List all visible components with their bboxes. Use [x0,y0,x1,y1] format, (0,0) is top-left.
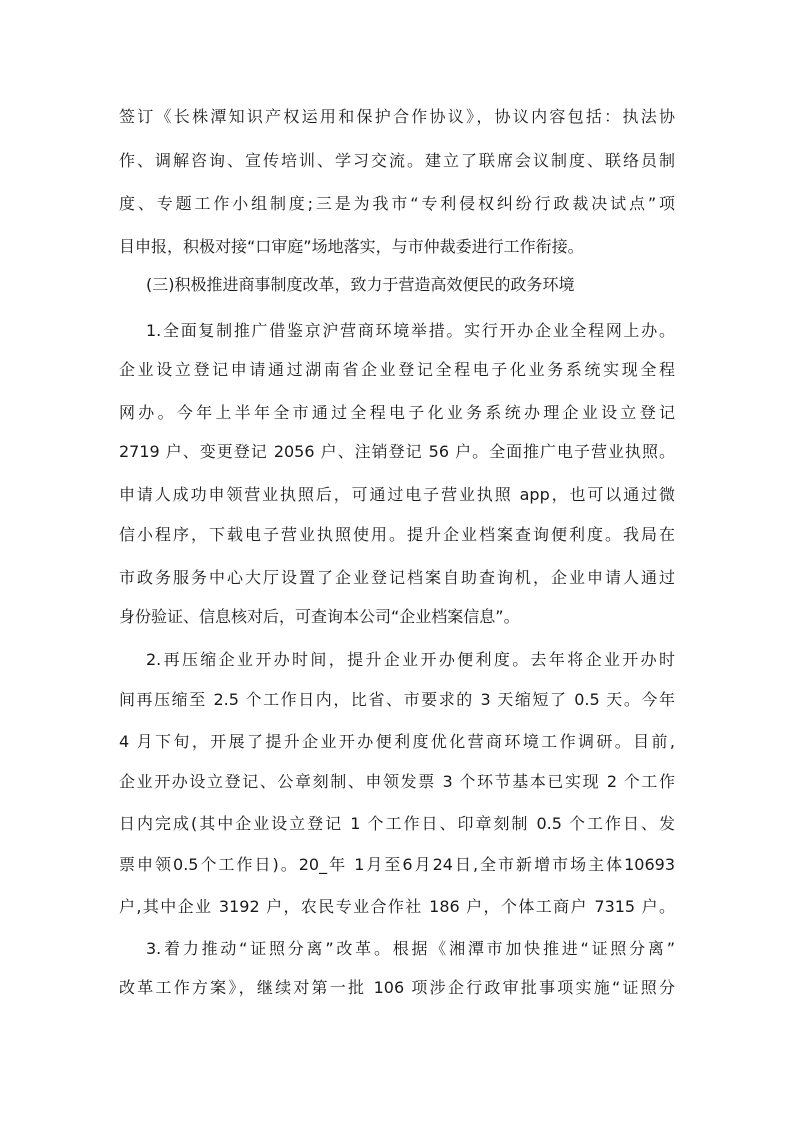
text-line: 改革工作方案》，继续对第一批 106 项涉企行政审批事项实施“证照分 [119,978,675,997]
text-line: 日内完成(其中企业设立登记 1 个工作日、印章刻制 0.5 个工作日、发 [119,814,675,833]
text-line: 度、专题工作小组制度;三是为我市“专利侵权纠纷行政裁决试点”项 [119,194,675,213]
paragraph-first-line: 3.着力推动“证照分离”改革。根据《湘潭市加快推进“证照分离” [146,939,675,958]
text-line: 4 月下旬，开展了提升企业开办便利度优化营商环境工作调研。目前, [119,732,675,751]
paragraph-first-line: 1.全面复制推广借鉴京沪营商环境举措。实行开办企业全程网上办。 [146,321,675,340]
text-line: 企业开办设立登记、公章刻制、申领发票 3 个环节基本已实现 2 个工作 [119,772,675,791]
text-line: 签订《长株潭知识产权运用和保护合作协议》，协议内容包括：执法协 [119,107,675,126]
text-line: 申请人成功申领营业执照后，可通过电子营业执照 app，也可以通过微 [119,485,675,504]
text-line: 2719 户、变更登记 2056 户、注销登记 56 户。全面推广电子营业执照。 [119,442,675,461]
text-line: 户,其中企业 3192 户，农民专业合作社 186 户，个体工商户 7315 户。 [119,897,675,916]
text-line: 市政务服务中心大厅设置了企业登记档案自助查询机，企业申请人通过 [119,568,675,587]
text-line: 身份验证、信息核对后，可查询本公司“企业档案信息”。 [119,607,520,626]
text-line: 票申领0.5个工作日)。20_年 1月至6月24日,全市新增市场主体10693 [119,855,675,874]
text-line: 间再压缩至 2.5 个工作日内，比省、市要求的 3 天缩短了 0.5 天。今年 [119,690,675,709]
text-line: 作、调解咨询、宣传培训、学习交流。建立了联席会议制度、联络员制 [119,151,675,170]
text-line: 信小程序，下载电子营业执照使用。提升企业档案查询便利度。我局在 [119,525,675,544]
paragraph-first-line: 2.再压缩企业开办时间，提升企业开办便利度。去年将企业开办时 [146,650,675,669]
text-line: 目申报，积极对接“口审庭”场地落实，与市仲裁委进行工作衔接。 [119,237,584,256]
section-heading: (三)积极推进商事制度改革，致力于营造高效便民的政务环境 [146,275,575,294]
text-line: 网办。今年上半年全市通过全程电子化业务系统办理企业设立登记 [119,403,675,422]
text-line: 企业设立登记申请通过湖南省企业登记全程电子化业务系统实现全程 [119,360,675,379]
